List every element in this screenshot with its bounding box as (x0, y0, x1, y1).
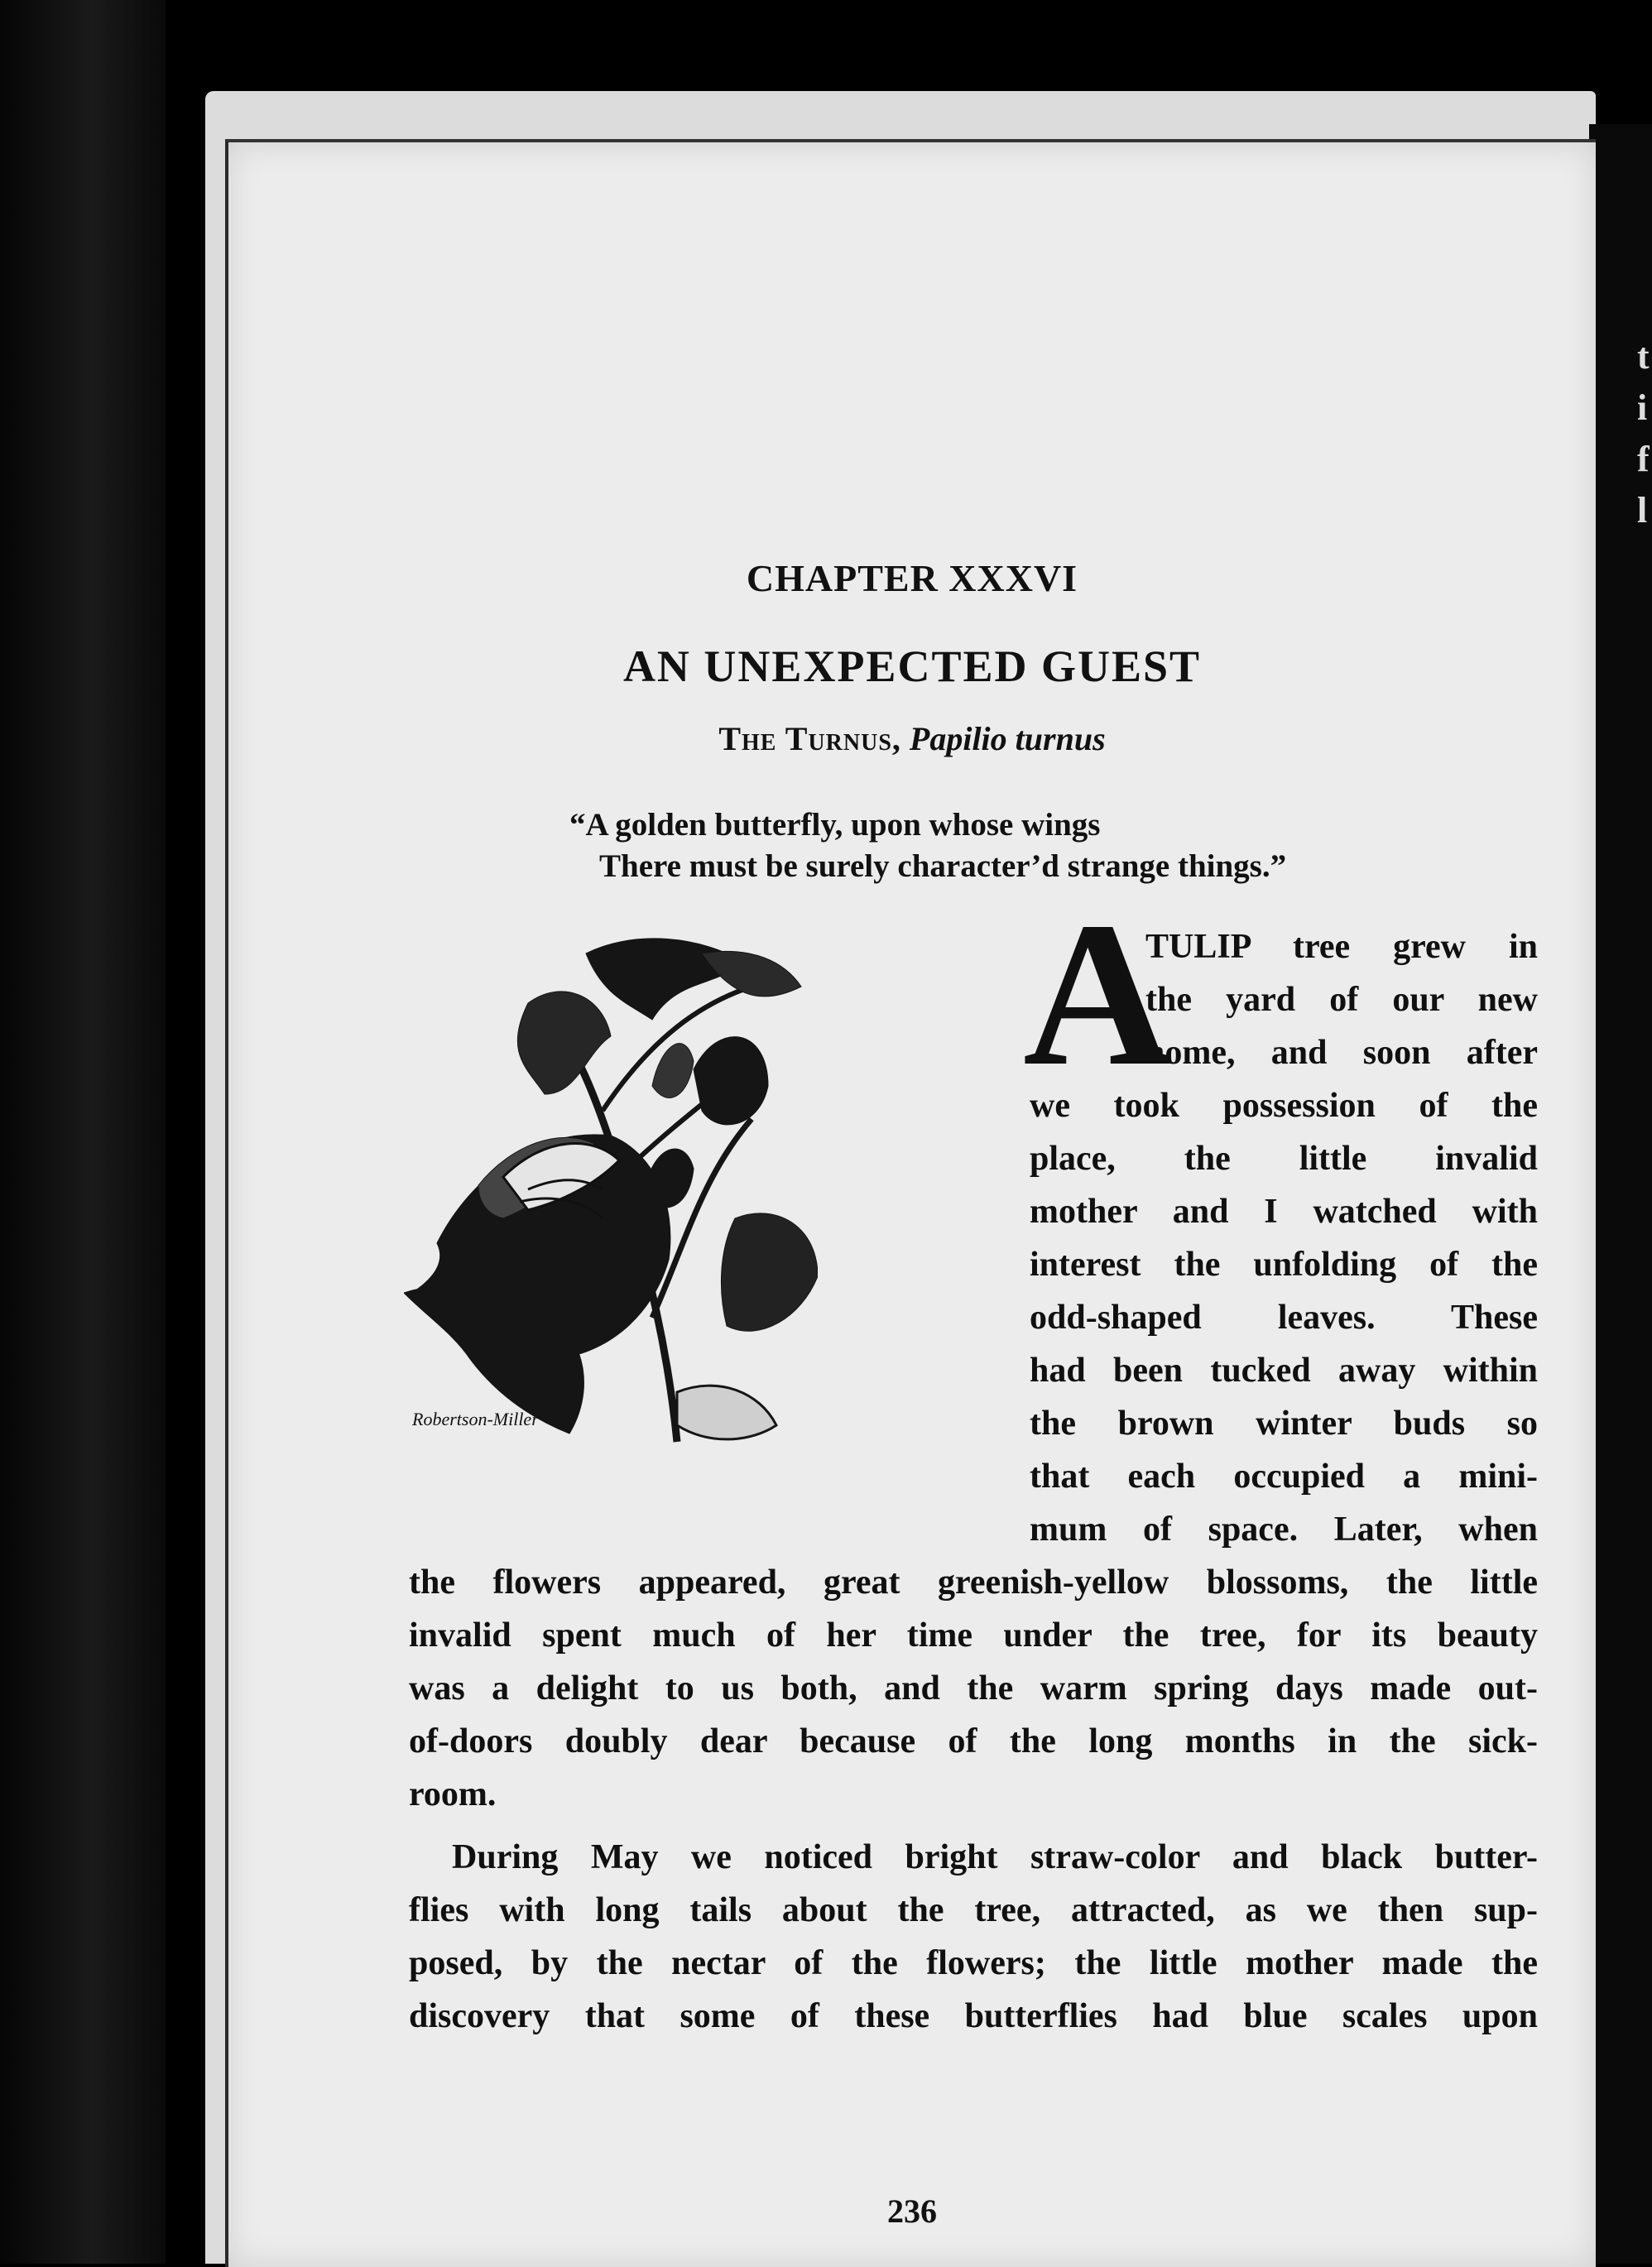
neighbor-page-letters (1637, 331, 1652, 536)
text-line: interest the unfolding of the (1030, 1246, 1538, 1284)
epigraph (569, 804, 1286, 887)
neighbor-letter: t (1637, 336, 1650, 377)
neighbor-letter: i (1637, 387, 1648, 428)
drop-cap: A (1023, 880, 1173, 1109)
text-line: discovery that some of these butterflies had blue scales upon (409, 1997, 1538, 2035)
epigraph-line: There must be surely character’d strange things.” (599, 848, 1287, 884)
illustration-signature: Robertson-Miller (412, 1409, 539, 1429)
text-line: place, the little invalid (1030, 1140, 1538, 1178)
text-line: the yard of our new (1145, 981, 1538, 1019)
neighbor-letter: l (1637, 490, 1648, 531)
text-line: was a delight to us both, and the warm spring days made out- (409, 1669, 1538, 1707)
text-line: the flowers appeared, great greenish-yellow blossoms, the little (409, 1563, 1538, 1602)
page-number: 236 (887, 2193, 937, 2230)
text-line: flies with long tails about the tree, attracted, as we then sup- (409, 1891, 1538, 1929)
text-line: home, and soon after (1145, 1034, 1538, 1072)
text-line: During May we noticed bright straw-color and black butter- (452, 1838, 1538, 1876)
text-line: of-doors doubly dear because of the long months in the sick- (409, 1722, 1538, 1760)
text-line: odd-shaped leaves. These (1030, 1299, 1538, 1337)
text-line: TULIP tree grew in (1145, 928, 1538, 966)
chapter-subtitle (228, 719, 1596, 758)
text-line: that each occupied a mini- (1030, 1458, 1538, 1496)
text-line: mum of space. Later, when (1030, 1511, 1538, 1549)
butterfly-tulip-illustration (404, 929, 818, 1450)
text-line: we took possession of the (1030, 1087, 1538, 1125)
text-line: room. (409, 1775, 497, 1813)
neighbor-letter: f (1637, 439, 1650, 479)
book-page (225, 139, 1596, 2267)
scan-edge-shadow (0, 0, 166, 2264)
text-line: posed, by the nectar of the flowers; the little mother made the (409, 1944, 1538, 1982)
text-line: mother and I watched with (1030, 1193, 1538, 1231)
text-line: the brown winter buds so (1030, 1405, 1538, 1443)
subtitle-latin-name: Papilio turnus (909, 720, 1106, 757)
chapter-title: AN UNEXPECTED GUEST (622, 641, 1202, 691)
text-line: had been tucked away within (1030, 1352, 1538, 1390)
text-line: invalid spent much of her time under the tree, for its beauty (409, 1616, 1538, 1655)
subtitle-common-name: The Turnus, (718, 720, 901, 757)
epigraph-line: “A golden butterfly, upon whose wings (569, 807, 1101, 843)
chapter-heading: CHAPTER XXXVI (746, 557, 1078, 599)
